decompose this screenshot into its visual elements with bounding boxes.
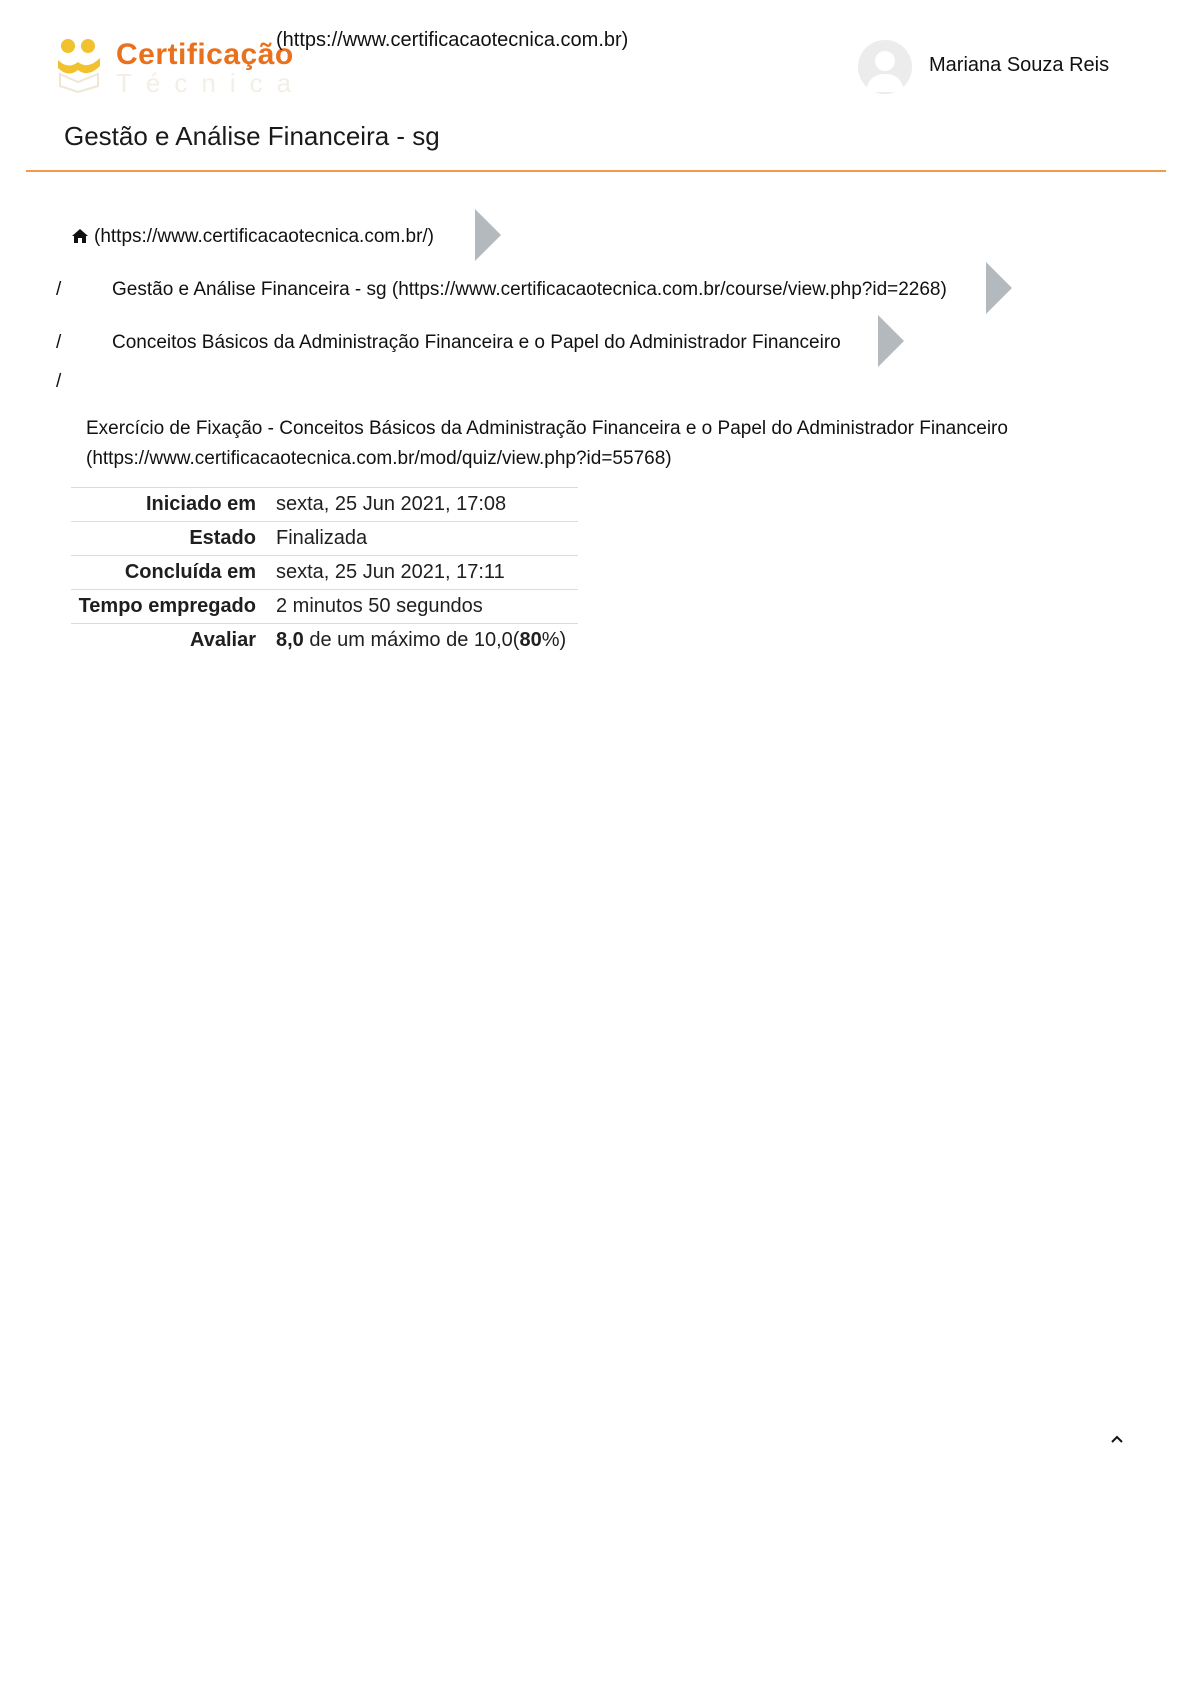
breadcrumb-section-link[interactable]: Conceitos Básicos da Administração Financeira e o Papel do Administrador Financeiro — [112, 332, 841, 353]
completed-label: Concluída em — [124, 561, 256, 583]
grade-percent: 80 — [519, 629, 542, 652]
quiz-link-url: (https://www.certificacaotecnica.com.br/mod/quiz/view.php?id=55768) — [86, 448, 672, 469]
grade-label: Avaliar — [190, 629, 256, 652]
time-label: Tempo empregado — [78, 595, 256, 617]
completed-value: sexta, 25 Jun 2021, 17:11 — [276, 561, 505, 583]
logo-wordmark: Certificação — [116, 38, 294, 71]
logo-subtitle: Técnica — [116, 68, 306, 98]
grade-value — [276, 624, 578, 658]
grade-score: 8,0 — [276, 629, 304, 652]
table-row — [71, 590, 578, 624]
avatar[interactable] — [858, 40, 912, 94]
home-icon[interactable] — [71, 228, 89, 244]
breadcrumb-quiz-link[interactable] — [86, 414, 1086, 474]
grade-suffix: %) — [541, 629, 567, 652]
state-value: Finalizada — [276, 527, 368, 549]
started-label: Iniciado em — [145, 493, 256, 515]
attempt-summary-table — [71, 487, 578, 658]
table-row — [71, 556, 578, 590]
page-title: Gestão e Análise Financeira - sg — [64, 121, 440, 151]
breadcrumb-course-link[interactable]: Gestão e Análise Financeira - sg (https://www.certificacaotecnica.com.br/course/view.php?id=2268) — [112, 279, 947, 300]
home-link[interactable]: (https://www.certificacaotecnica.com.br) — [276, 29, 629, 51]
started-value: sexta, 25 Jun 2021, 17:08 — [276, 493, 507, 515]
breadcrumb-arrow-icon — [878, 315, 904, 367]
avatar-placeholder-icon — [858, 40, 912, 94]
breadcrumb-arrow-icon — [475, 209, 501, 261]
quiz-link-title: Exercício de Fixação - Conceitos Básicos da Administração Financeira e o Papel do Administrador Financeiro — [86, 418, 1008, 439]
breadcrumb-separator: / — [56, 332, 62, 353]
table-row — [71, 624, 578, 658]
time-value: 2 minutos 50 segundos — [276, 595, 483, 617]
breadcrumb-separator: / — [56, 371, 62, 392]
breadcrumb-separator: / — [56, 279, 62, 300]
breadcrumb-home-link[interactable]: (https://www.certificacaotecnica.com.br/) — [94, 226, 434, 247]
table-row — [71, 488, 578, 522]
user-name[interactable]: Mariana Souza Reis — [929, 54, 1110, 76]
state-label: Estado — [189, 527, 256, 549]
breadcrumb-arrow-icon — [986, 262, 1012, 314]
table-row — [71, 522, 578, 556]
logo-figures-icon — [56, 36, 116, 94]
chevron-up-icon[interactable] — [1110, 1432, 1124, 1446]
header-divider — [26, 170, 1166, 172]
grade-text: de um máximo de 10,0( — [303, 629, 520, 652]
